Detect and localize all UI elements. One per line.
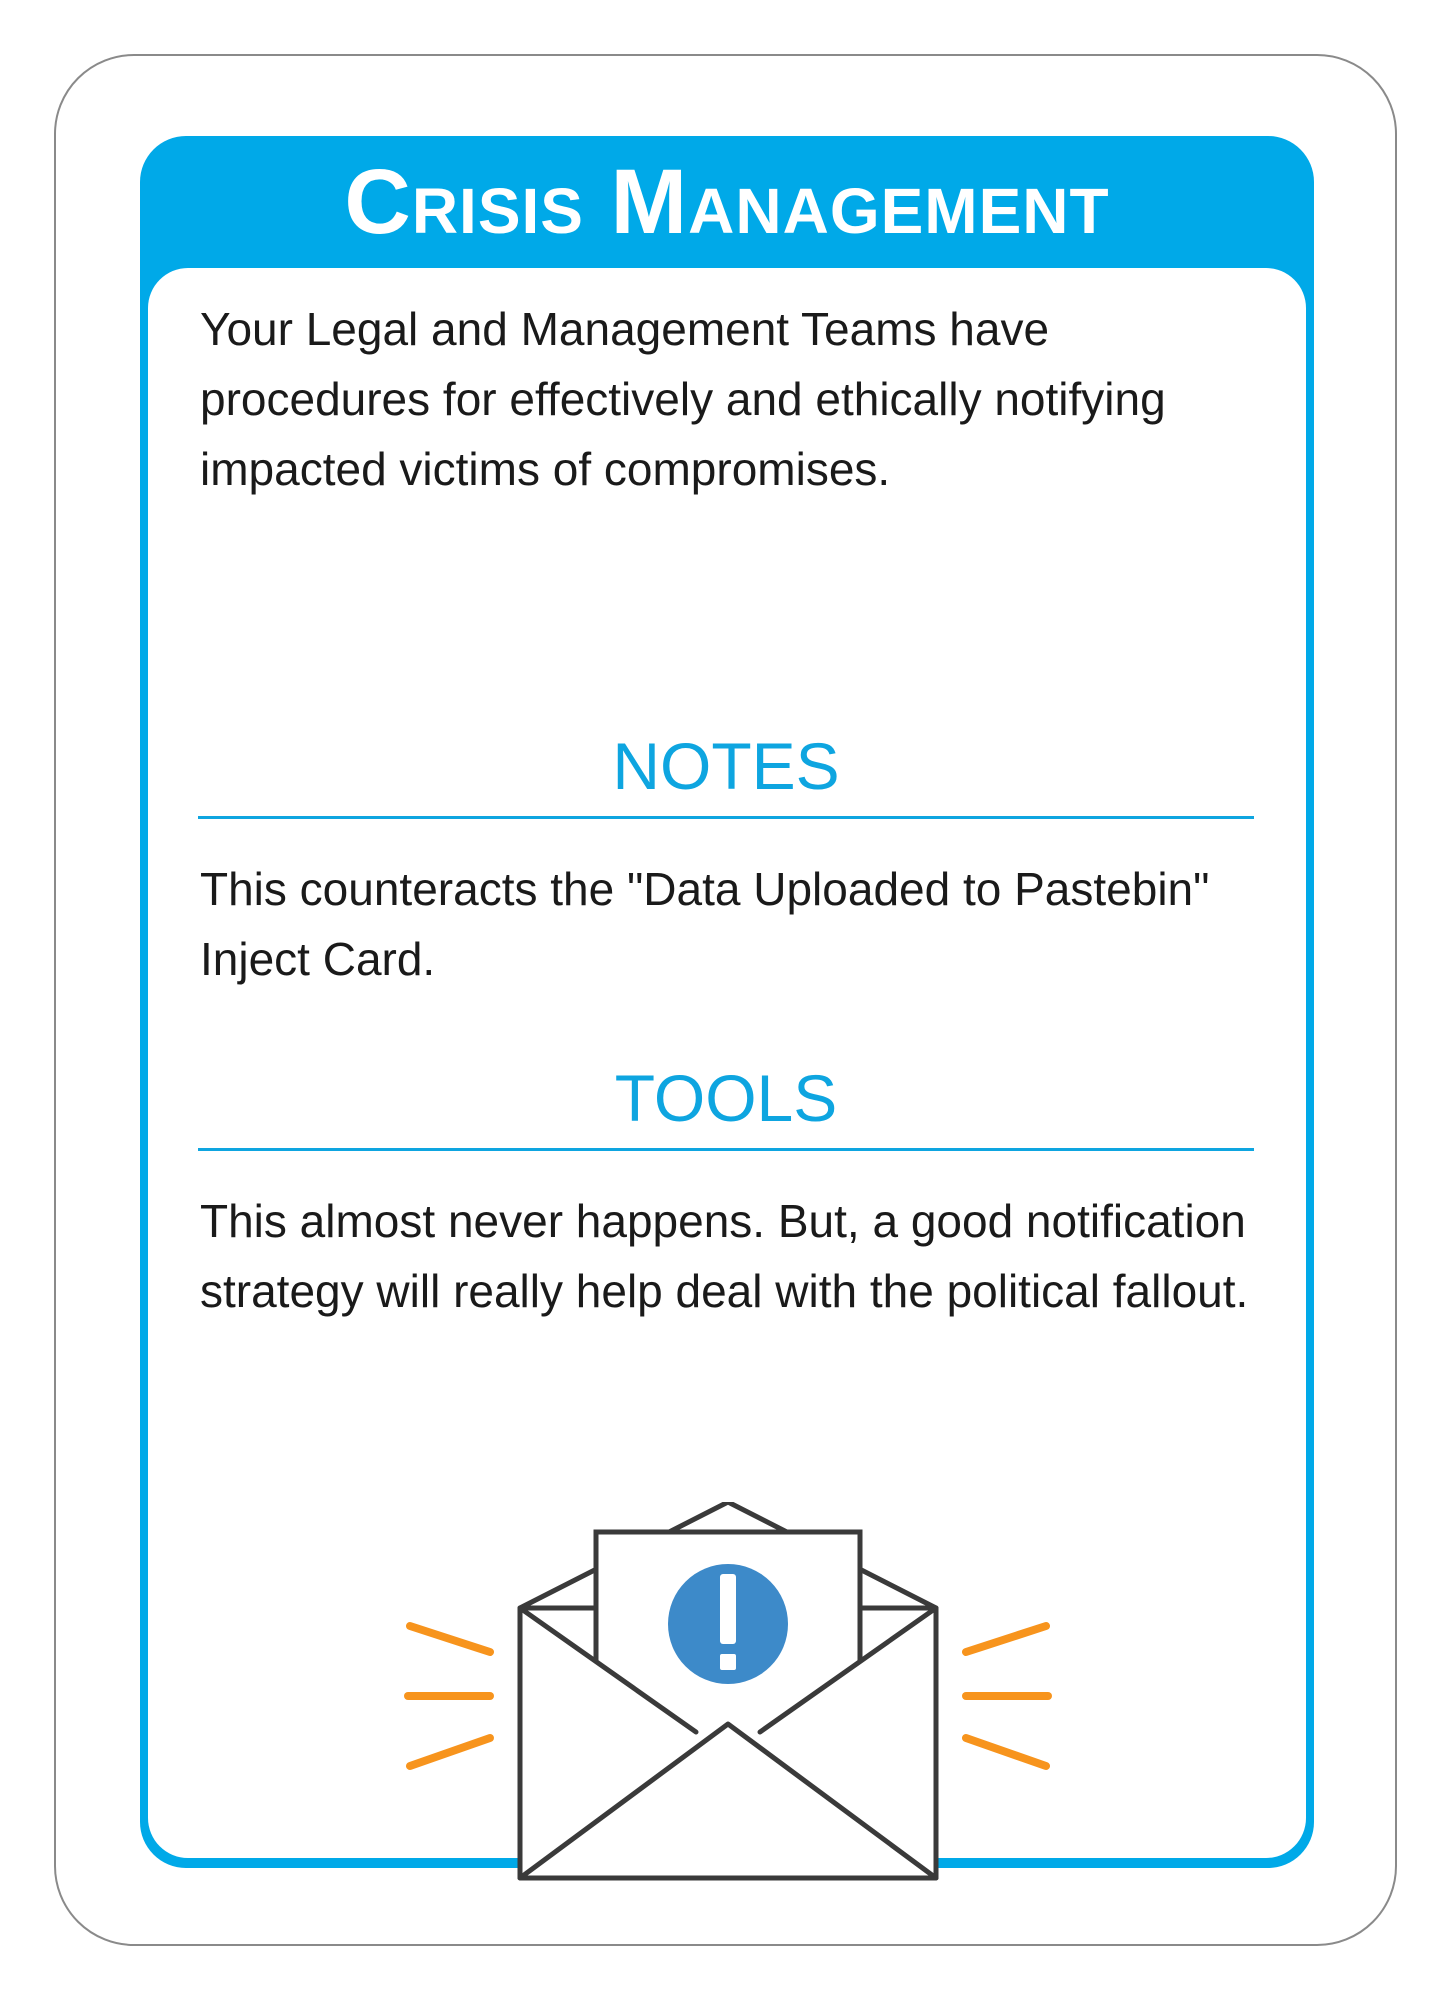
burst-left-icon [408,1626,490,1766]
card-description: Your Legal and Management Teams have procedures for effectively and ethically notifying impacted victims of compromises. [200,303,1166,495]
card-title: Crisis Management [344,150,1110,253]
burst-right-icon [966,1626,1048,1766]
envelope-alert-icon [378,1502,1078,1882]
notes-heading: NOTES [198,726,1254,819]
card-body [148,268,1306,1858]
tools-text: This almost never happens. But, a good notification strategy will really help deal with the political fallout. [200,1195,1249,1317]
notes-text: This counteracts the "Data Uploaded to Pastebin" Inject Card. [200,863,1210,985]
card-frame [140,136,1314,1868]
tools-heading: TOOLS [198,1058,1254,1151]
